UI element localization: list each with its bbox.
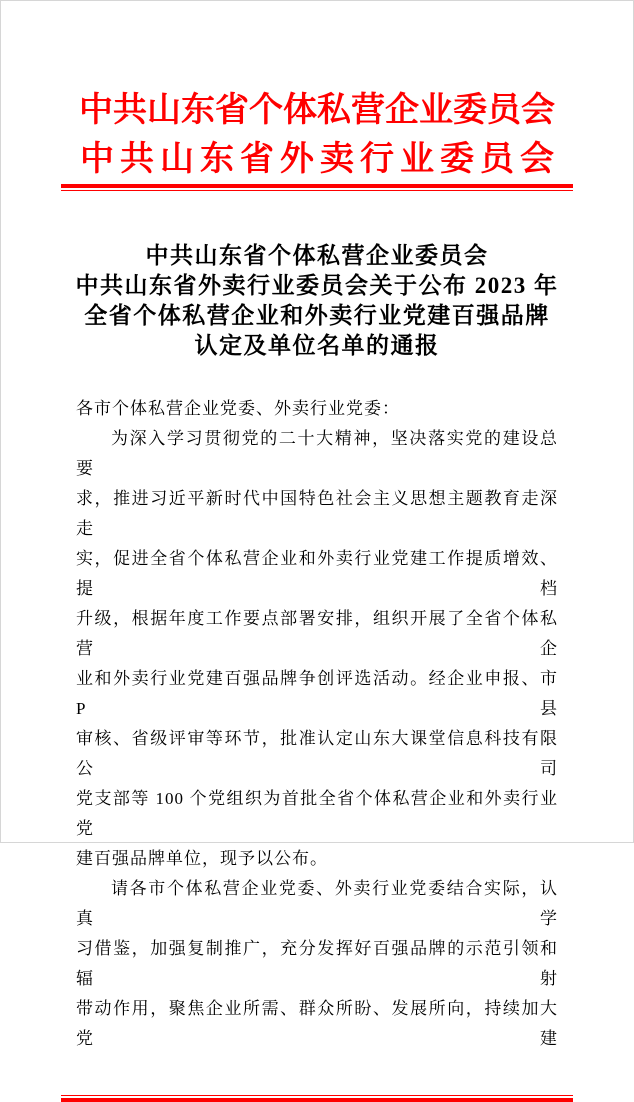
body-line: 业和外卖行业党建百强品牌争创评选活动。经企业申报、市 P 县: [76, 669, 558, 718]
rule-thick-line: [61, 1098, 573, 1102]
letterhead-line-1: 中共山东省个体私营企业委员会: [79, 92, 555, 129]
body-line: 为深入学习贯彻党的二十大精神，坚决落实党的建设总要: [76, 429, 558, 478]
body-line: 升级，根据年度工作要点部署安排，组织开展了全省个体私营企: [76, 609, 558, 658]
body-paragraph: [76, 424, 558, 874]
body-paragraphs: [76, 424, 558, 1054]
rule-thin-line: [61, 190, 573, 191]
body-line: 实，促进全省个体私营企业和外卖行业党建工作提质增效、提档: [76, 549, 558, 598]
salutation: 各市个体私营企业党委、外卖行业党委：: [76, 399, 400, 418]
document-title-line: 认定及单位名单的通报: [194, 333, 440, 358]
letterhead: [1, 86, 633, 184]
red-double-rule-top: [61, 184, 573, 191]
body-line: 党支部等 100 个党组织为首批全省个体私营企业和外卖行业党: [76, 789, 558, 838]
body-line: 习借鉴，加强复制推广，充分发挥好百强品牌的示范引领和辐射: [76, 939, 558, 988]
document-title-line: 中共山东省个体私营企业委员会: [145, 243, 489, 268]
document-title-line: 中共山东省外卖行业委员会关于公布 2023 年: [75, 273, 559, 298]
body-line: 求，推进习近平新时代中国特色社会主义思想主题教育走深走: [76, 489, 558, 538]
document-title-line: 全省个体私营企业和外卖行业党建百强品牌: [84, 303, 550, 328]
red-double-rule-bottom: [61, 1095, 573, 1102]
body-line: 带动作用，聚焦企业所需、群众所盼、发展所向，持续加大党建: [76, 999, 558, 1048]
document-title: [1, 241, 633, 361]
body-paragraph: [76, 874, 558, 1054]
letterhead-line-2: 中共山东省外卖行业委员会: [80, 141, 560, 178]
body-line: 建百强品牌单位，现予以公布。: [76, 849, 328, 868]
body-line: 审核、省级评审等环节，批准认定山东大课堂信息科技有限公司: [76, 729, 558, 778]
body-line: 请各市个体私营企业党委、外卖行业党委结合实际，认真学: [76, 879, 558, 928]
document-body: [76, 394, 558, 1054]
